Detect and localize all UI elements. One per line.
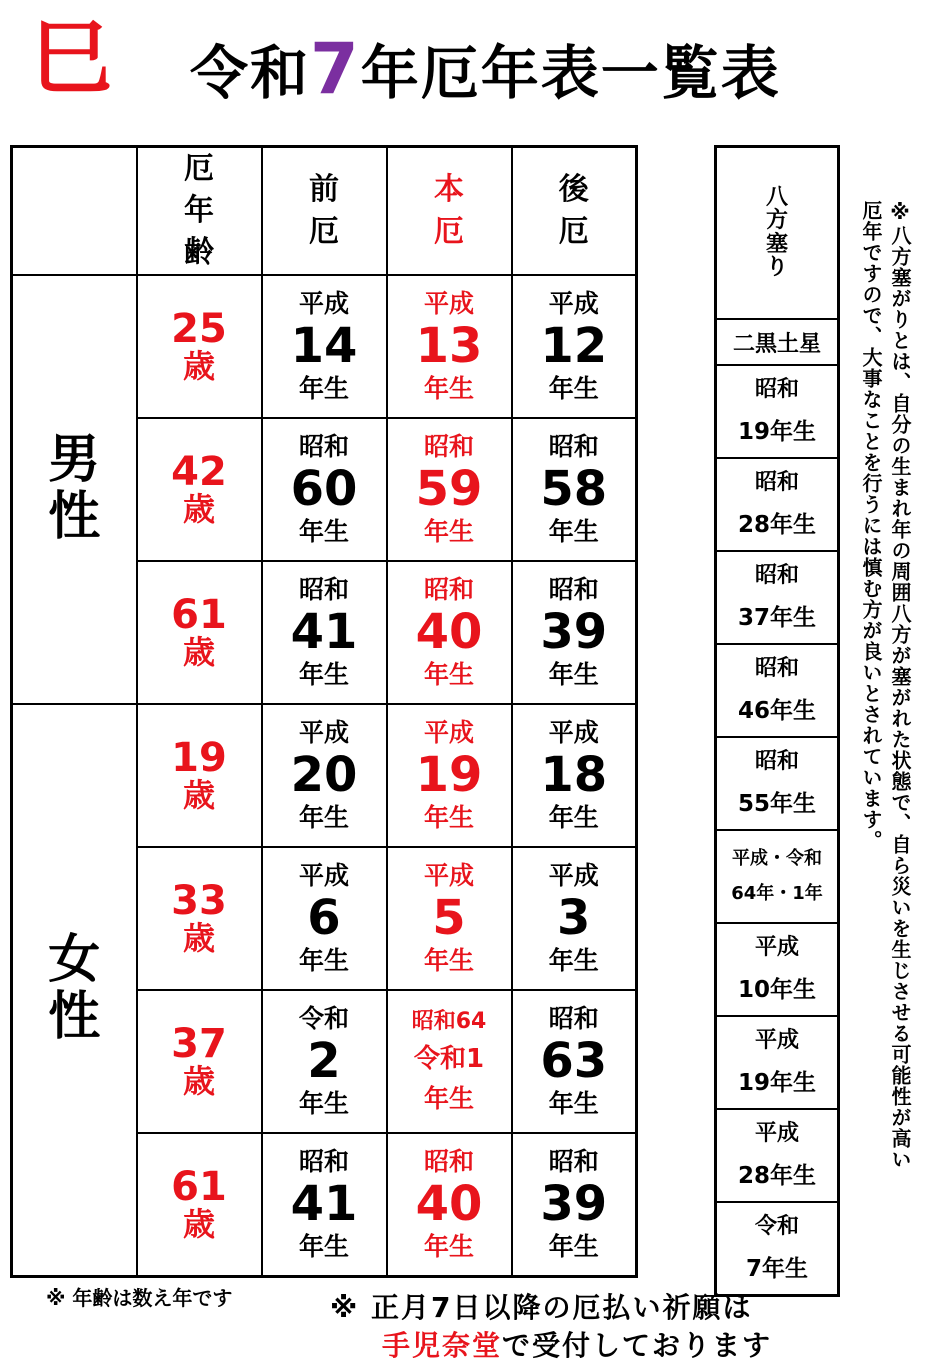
year-suffix: 年生 [423,517,474,547]
happo-year-cell [716,551,839,644]
happo-era: 昭和 [754,562,799,588]
gender-label: 男性 [48,429,101,548]
year-suffix: 年生 [298,374,349,404]
header-age-label: 厄年齢 [184,151,214,270]
side-note: ※八方塞がりとは、自分の生まれ年の周囲八方が塞がれた状態で、自ら災いを生じさせる可能性が高い厄年ですので、大事なことを行うには慎む方が良いとされています。 [859,200,912,1170]
title-year: 7 [310,28,361,110]
happo-year: 19年生 [737,418,816,445]
year-number: 40 [415,603,483,660]
age-number: 19 [171,734,227,781]
birth-year-prev [262,704,387,847]
year-suffix: 年生 [423,946,474,976]
birth-year-main [387,418,512,561]
age-number: 33 [171,877,227,924]
happo-year-cell [716,644,839,737]
era-label: 平成 [298,860,349,890]
year-suffix: 年生 [423,803,474,833]
era-label: 平成 [548,288,599,318]
age-cell [137,704,262,847]
birth-year-after [512,561,637,704]
happo-year-cell [716,830,839,923]
age-number: 42 [171,448,227,495]
year-number: 13 [415,317,483,374]
era-label: 平成 [298,717,349,747]
birth-year-main [387,847,512,990]
birth-year-prev [262,275,387,418]
happo-year: 46年生 [737,697,816,724]
gender-female [12,704,137,1276]
happo-year: 28年生 [737,1162,816,1189]
happo-table [714,145,840,1297]
era-label: 昭和 [548,431,599,461]
year-suffix: 年生 [548,374,599,404]
age-number: 61 [171,1163,227,1210]
age-cell [137,561,262,704]
footer-notice-line1: ※ 正月7日以降の厄払い祈願は [330,1291,753,1324]
title-rest: 年厄年表一覧表 [360,39,781,107]
happo-year-cell [716,923,839,1016]
happo-header-label: 八方塞り [765,185,788,280]
age-unit: 歳 [182,489,215,528]
era-label: 昭和 [298,1146,349,1176]
year-number: 59 [415,460,483,517]
footer-notice-rest: で受付しております [502,1329,773,1362]
happo-year-cell [716,1016,839,1109]
birth-year-prev [262,990,387,1133]
table-row [12,275,637,418]
page-title [190,28,781,110]
year-suffix: 年生 [548,1089,599,1119]
age-unit: 歳 [182,346,215,385]
happo-era: 平成 [754,1027,799,1053]
age-number: 37 [171,1020,227,1067]
year-suffix: 年生 [548,517,599,547]
year-suffix: 年生 [298,660,349,690]
age-unit: 歳 [182,918,215,957]
year-number: 14 [290,317,358,374]
era-label: 昭和 [423,431,474,461]
happo-year: 7年生 [745,1255,808,1282]
era-label: 昭和 [548,574,599,604]
year-number: 19 [415,746,483,803]
birth-year-main [387,275,512,418]
age-unit: 歳 [182,632,215,671]
year-number: 39 [540,603,608,660]
year-number: 60 [290,460,358,517]
title-era: 令和 [190,39,311,107]
happo-era: 令和 [754,1213,799,1239]
happo-year: 55年生 [737,790,816,817]
era-label: 平成 [423,288,474,318]
age-cell [137,1133,262,1276]
corner-cell [12,147,137,276]
era-label: 平成 [423,717,474,747]
year-number: 41 [290,1175,358,1232]
year-number: 58 [540,460,608,517]
year-suffix: 年生 [548,660,599,690]
birth-year-main [387,561,512,704]
footer-age-note: ※ 年齢は数え年です [46,1286,233,1310]
header-prev-label: 前厄 [309,172,339,249]
gender-male [12,275,137,704]
era-label: 令和 [298,1003,349,1033]
birth-year-prev [262,561,387,704]
age-unit: 歳 [182,1204,215,1243]
era-label: 平成 [548,860,599,890]
happo-era: 昭和 [754,469,799,495]
happo-era: 昭和 [754,655,799,681]
era-label: 平成 [298,288,349,318]
era-label: 昭和64 [411,1008,487,1034]
happo-era: 昭和 [754,748,799,774]
year-suffix: 年生 [298,517,349,547]
year-suffix: 年生 [423,660,474,690]
year-suffix: 年生 [298,1231,349,1261]
year-number: 63 [540,1032,608,1089]
happo-year: 64年・1年 [731,882,823,904]
birth-year-after [512,990,637,1133]
year-number: 5 [432,889,466,946]
age-unit: 歳 [182,775,215,814]
year-number: 39 [540,1175,608,1232]
year-suffix: 年生 [548,946,599,976]
happo-era: 平成・令和 [732,848,822,870]
header-prev [262,147,387,276]
happo-era: 昭和 [754,376,799,402]
year-number: 41 [290,603,358,660]
era-label: 平成 [548,717,599,747]
happo-era: 平成 [754,1120,799,1146]
year-suffix: 年生 [423,1084,474,1114]
happo-year-cell [716,365,839,458]
era-label: 昭和 [548,1003,599,1033]
era-label: 昭和 [298,431,349,461]
age-cell [137,418,262,561]
happo-year: 19年生 [737,1069,816,1096]
happo-year: 28年生 [737,511,816,538]
era-label: 平成 [423,860,474,890]
birth-year-prev [262,418,387,561]
header-after [512,147,637,276]
birth-year-after [512,418,637,561]
header-age [137,147,262,276]
age-unit: 歳 [182,1061,215,1100]
yakudoshi-table [10,145,638,1278]
age-cell [137,847,262,990]
happo-year-cell [716,1202,839,1296]
year-suffix: 年生 [298,803,349,833]
footer-notice-line2 [382,1324,772,1364]
happo-year-cell [716,737,839,830]
happo-year-cell [716,1109,839,1202]
table-row [12,704,637,847]
birth-year-after [512,275,637,418]
footer-place: 手児奈堂 [382,1329,503,1362]
birth-year-main [387,1133,512,1276]
era-label: 昭和 [298,574,349,604]
birth-year-main [387,990,512,1133]
age-cell [137,275,262,418]
year-suffix: 年生 [548,803,599,833]
birth-year-prev [262,847,387,990]
year-suffix: 年生 [423,1231,474,1261]
gender-label: 女性 [48,930,101,1048]
happo-header [716,147,839,320]
age-number: 61 [171,591,227,638]
birth-year-after [512,1133,637,1276]
header-main [387,147,512,276]
age-cell [137,990,262,1133]
birth-year-main [387,704,512,847]
table-body [12,275,637,1276]
header-row [12,147,637,276]
era-label: 昭和 [423,574,474,604]
happo-year: 10年生 [737,976,816,1003]
birth-year-after [512,847,637,990]
year-number: 40 [415,1175,483,1232]
era-label: 昭和 [423,1146,474,1176]
year-number: 18 [540,746,608,803]
year-number: 6 [307,889,341,946]
year-number: 20 [290,746,358,803]
year-number: 12 [540,317,608,374]
age-number: 25 [171,305,227,352]
happo-era: 平成 [754,934,799,960]
header-main-label: 本厄 [434,172,464,249]
year-suffix: 年生 [548,1231,599,1261]
happo-body [716,365,839,1296]
happo-year-cell [716,458,839,551]
year-number: 3 [557,889,591,946]
happo-year: 37年生 [737,604,816,631]
header-after-label: 後厄 [558,172,589,249]
year-number: 2 [307,1032,341,1089]
era-label: 昭和 [548,1146,599,1176]
year-suffix: 年生 [298,1089,349,1119]
birth-year-after [512,704,637,847]
year-suffix: 年生 [423,374,474,404]
year-suffix: 年生 [298,946,349,976]
year-number: 令和1 [413,1044,485,1074]
birth-year-prev [262,1133,387,1276]
zodiac-sign: 巳 [30,11,113,106]
happo-star: 二黒土星 [716,319,839,365]
